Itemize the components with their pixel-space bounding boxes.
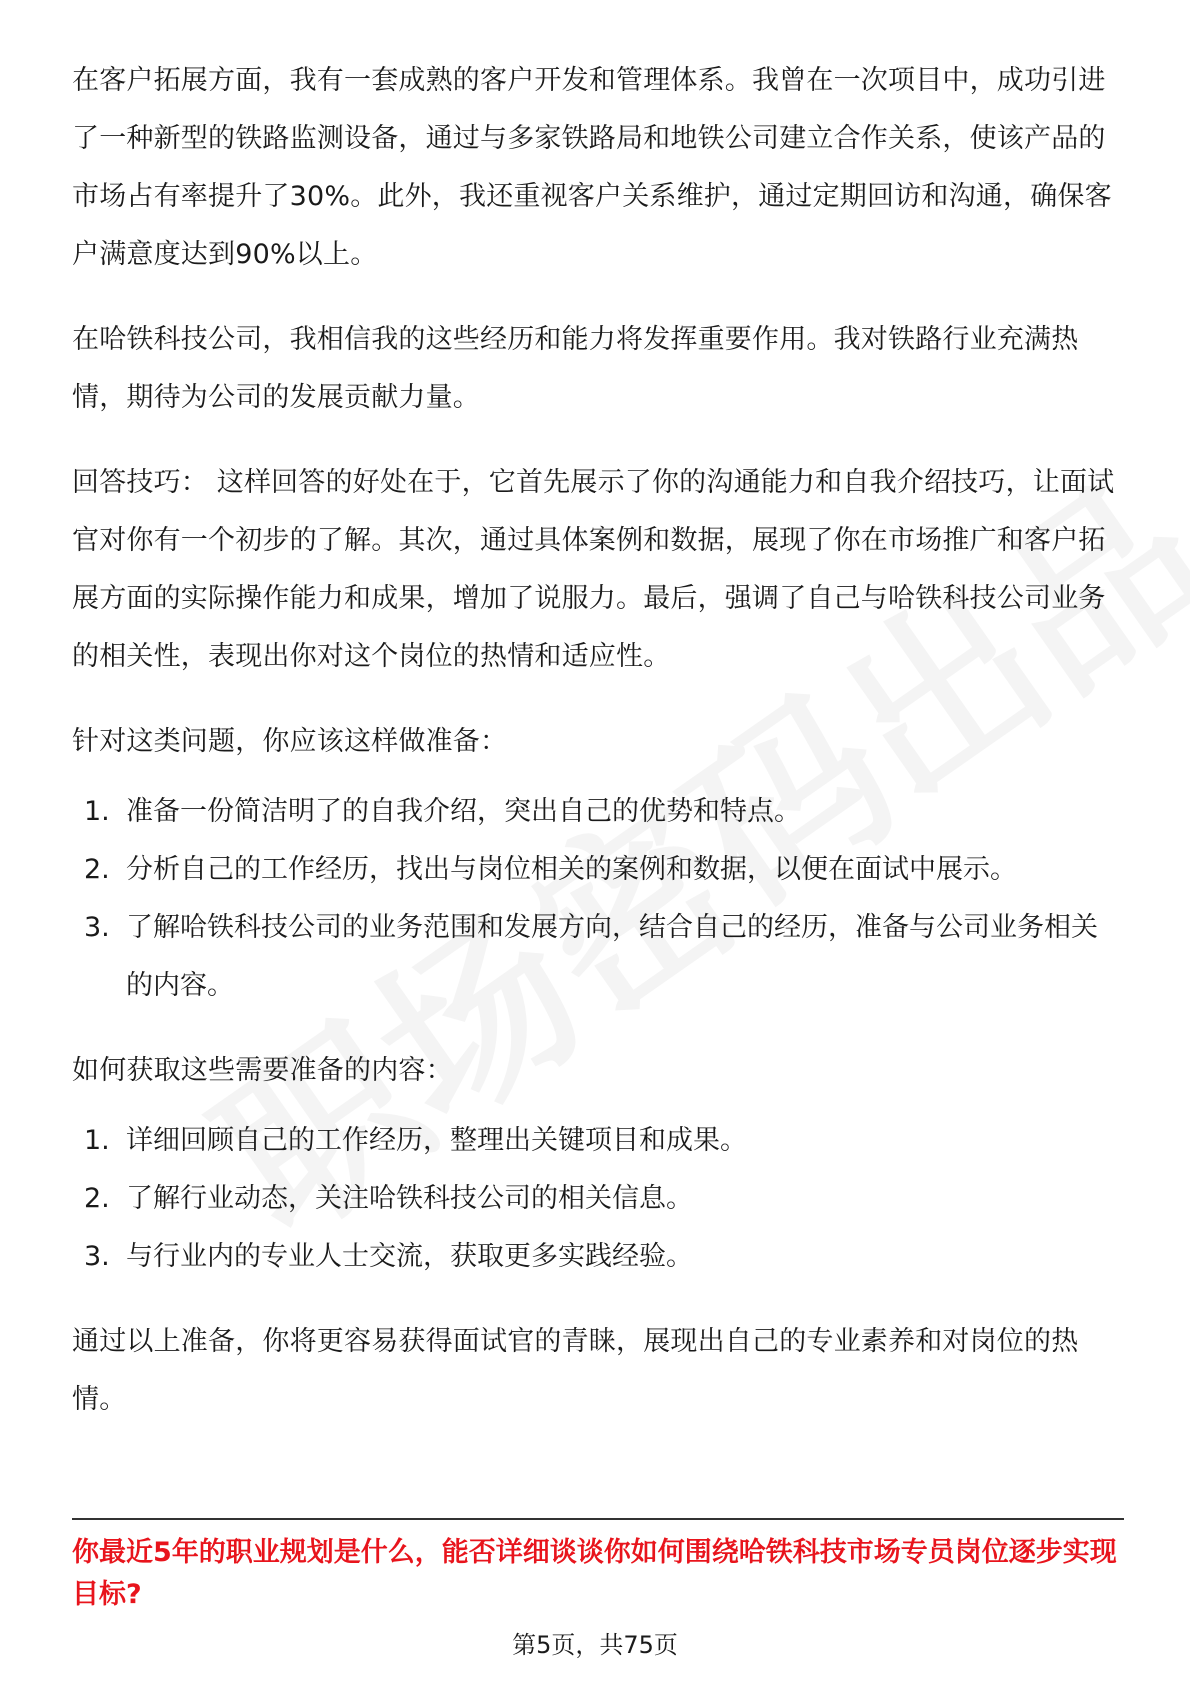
- list-number: 2.: [84, 1183, 110, 1214]
- list-text: 与行业内的专业人士交流，获取更多实践经验。: [126, 1241, 693, 1272]
- paragraph-prep-heading: 针对这类问题，你应该这样做准备：: [72, 726, 508, 757]
- list-text: 了解哈铁科技公司的业务范围和发展方向，结合自己的经历，准备与公司业务相关的内容。: [126, 912, 1098, 1001]
- paragraph-how-heading: 如何获取这些需要准备的内容：: [72, 1055, 453, 1086]
- list-number: 3.: [84, 912, 110, 943]
- list-number: 1.: [84, 796, 110, 827]
- list-text: 详细回顾自己的工作经历，整理出关键项目和成果。: [126, 1125, 747, 1156]
- paragraph-answer-tips: 回答技巧： 这样回答的好处在于，它首先展示了你的沟通能力和自我介绍技巧，让面试官对你有一个初步的了解。其次，通过具体案例和数据，展现了你在市场推广和客户拓展方面的实际操作能力和成果，增加了说服力。最后，强调了自己与哈铁科技公司业务的相关性，表现出你对这个岗位的热情和适应性。: [72, 467, 1115, 672]
- list-item: [72, 783, 1124, 841]
- how-list: [72, 1112, 1124, 1286]
- list-item: [72, 899, 1124, 1015]
- paragraph-company-fit: 在哈铁科技公司，我相信我的这些经历和能力将发挥重要作用。我对铁路行业充满热情，期待为公司的发展贡献力量。: [72, 324, 1079, 413]
- list-text: 分析自己的工作经历，找出与岗位相关的案例和数据，以便在面试中展示。: [126, 854, 1017, 885]
- list-number: 2.: [84, 854, 110, 885]
- next-question-heading: 你最近5年的职业规划是什么，能否详细谈谈你如何围绕哈铁科技市场专员岗位逐步实现目标?: [72, 1537, 1117, 1610]
- prep-list: [72, 783, 1124, 1015]
- list-item: [72, 1112, 1124, 1170]
- list-number: 1.: [84, 1125, 110, 1156]
- list-item: [72, 1170, 1124, 1228]
- list-item: [72, 841, 1124, 899]
- list-number: 3.: [84, 1241, 110, 1272]
- paragraph-customer-expansion: 在客户拓展方面，我有一套成熟的客户开发和管理体系。我曾在一次项目中，成功引进了一种新型的铁路监测设备，通过与多家铁路局和地铁公司建立合作关系，使该产品的市场占有率提升了30%。此外，我还重视客户关系维护，通过定期回访和沟通，确保客户满意度达到90%以上。: [72, 65, 1112, 270]
- list-text: 准备一份简洁明了的自我介绍，突出自己的优势和特点。: [126, 796, 801, 827]
- list-text: 了解行业动态，关注哈铁科技公司的相关信息。: [126, 1183, 693, 1214]
- page-number-footer: 第5页，共75页: [512, 1631, 678, 1659]
- section-divider: [72, 1518, 1124, 1520]
- document-body: [72, 52, 1124, 1456]
- list-item: [72, 1228, 1124, 1286]
- paragraph-closing: 通过以上准备，你将更容易获得面试官的青睐，展现出自己的专业素养和对岗位的热情。: [72, 1326, 1079, 1415]
